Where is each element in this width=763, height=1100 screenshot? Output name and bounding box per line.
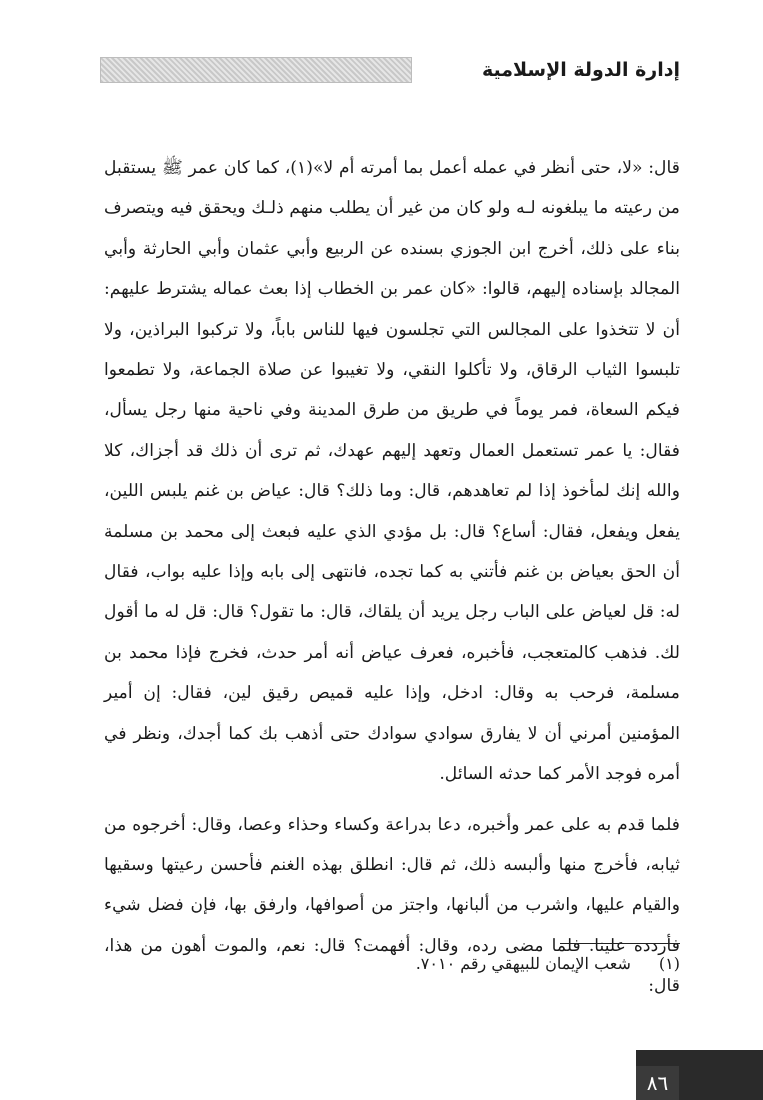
footnote [380,950,680,978]
paragraph-1: قال: «لا، حتى أنظر في عمله أعمل بما أمرته أم لا»(١)، كما كان عمر ﷺ يستقبل من رعيته ما يبلغونه لـه ولو كان من غير أن يطلب منهم ذلـك ويحقق فيه ويتصرف بناء على ذلك، أخرج ابن الجوزي بسنده عن الربيع وأبي عثمان وأبي الحارثة وأبي المجالد بإسناده إليهم، قالوا: «كان عمر بن الخطاب إذا بعث عماله يشترط عليهم: أن لا تتخذوا على المجالس التي تجلسون فيها للناس باباً، ولا تركبوا البراذين، ولا تلبسوا الثياب الرقاق، ولا تأكلوا النقي، ولا تغيبوا عن صلاة الجماعة، ولا تطمعوا فيكم السعاة، فمر يوماً في طريق من طرق المدينة وفي ناحية منها رجل يسأل، فقال: يا عمر تستعمل العمال وتعهد إليهم عهدك، ثم ترى أن ذلك قد أجزاك، كلا والله إنك لمأخوذ إذا لم تعاهدهم، قال: وما ذلك؟ قال: عياض بن غنم يلبس اللين، يفعل ويفعل، فقال: أساع؟ قال: بل مؤدي الذي عليه فبعث إلى محمد بن مسلمة أن الحق بعياض بن غنم فأتني به كما تجده، فانتهى إلى بابه وإذا عليه بواب، فقال له: قل لعياض على الباب رجل يريد أن يلقاك، قال: ما تقول؟ قال: قل له ما أقول لك. فذهب كالمتعجب، فأخبره، فعرف عياض أنه أمر حدث، فخرج فإذا محمد بن مسلمة، فرحب به وقال: ادخل، وإذا عليه قميص رقيق لين، فقال: إن أمير المؤمنين أمرني أن لا يفارق سوادي سوادك حتى أذهب بك كما أجدك، ونظر في أمره فوجد الأمر كما حدثه السائل. [104,158,680,785]
footnote-text: شعب الإيمان للبيهقي رقم ٧٠١٠. [415,954,631,973]
page-number: ٨٦ [636,1066,679,1100]
header-decorative-bar [100,57,412,83]
main-text [104,148,680,1007]
paragraph-2: فلما قدم به على عمر وأخبره، دعا بدراعة وكساء وحذاء وعصا، وقال: أخرجوه من ثيابه، فأخرج منها وألبسه ذلك، ثم قال: انطلق بهذه الغنم فأحسن رعيتها وسقيها والقيام عليها، واشرب من ألبانها، واجتز من أصوافها، وارفق بها، فإن فضل شيء فأردده علينا. فلما مضى رده، وقال: أفهمت؟ قال: نعم، والموت أهون من هذا، قال: [104,814,680,997]
footnote-number: (١) [658,954,680,973]
running-header [100,55,680,85]
header-title: إدارة الدولة الإسلامية [481,59,680,81]
footnote-divider [560,943,680,944]
